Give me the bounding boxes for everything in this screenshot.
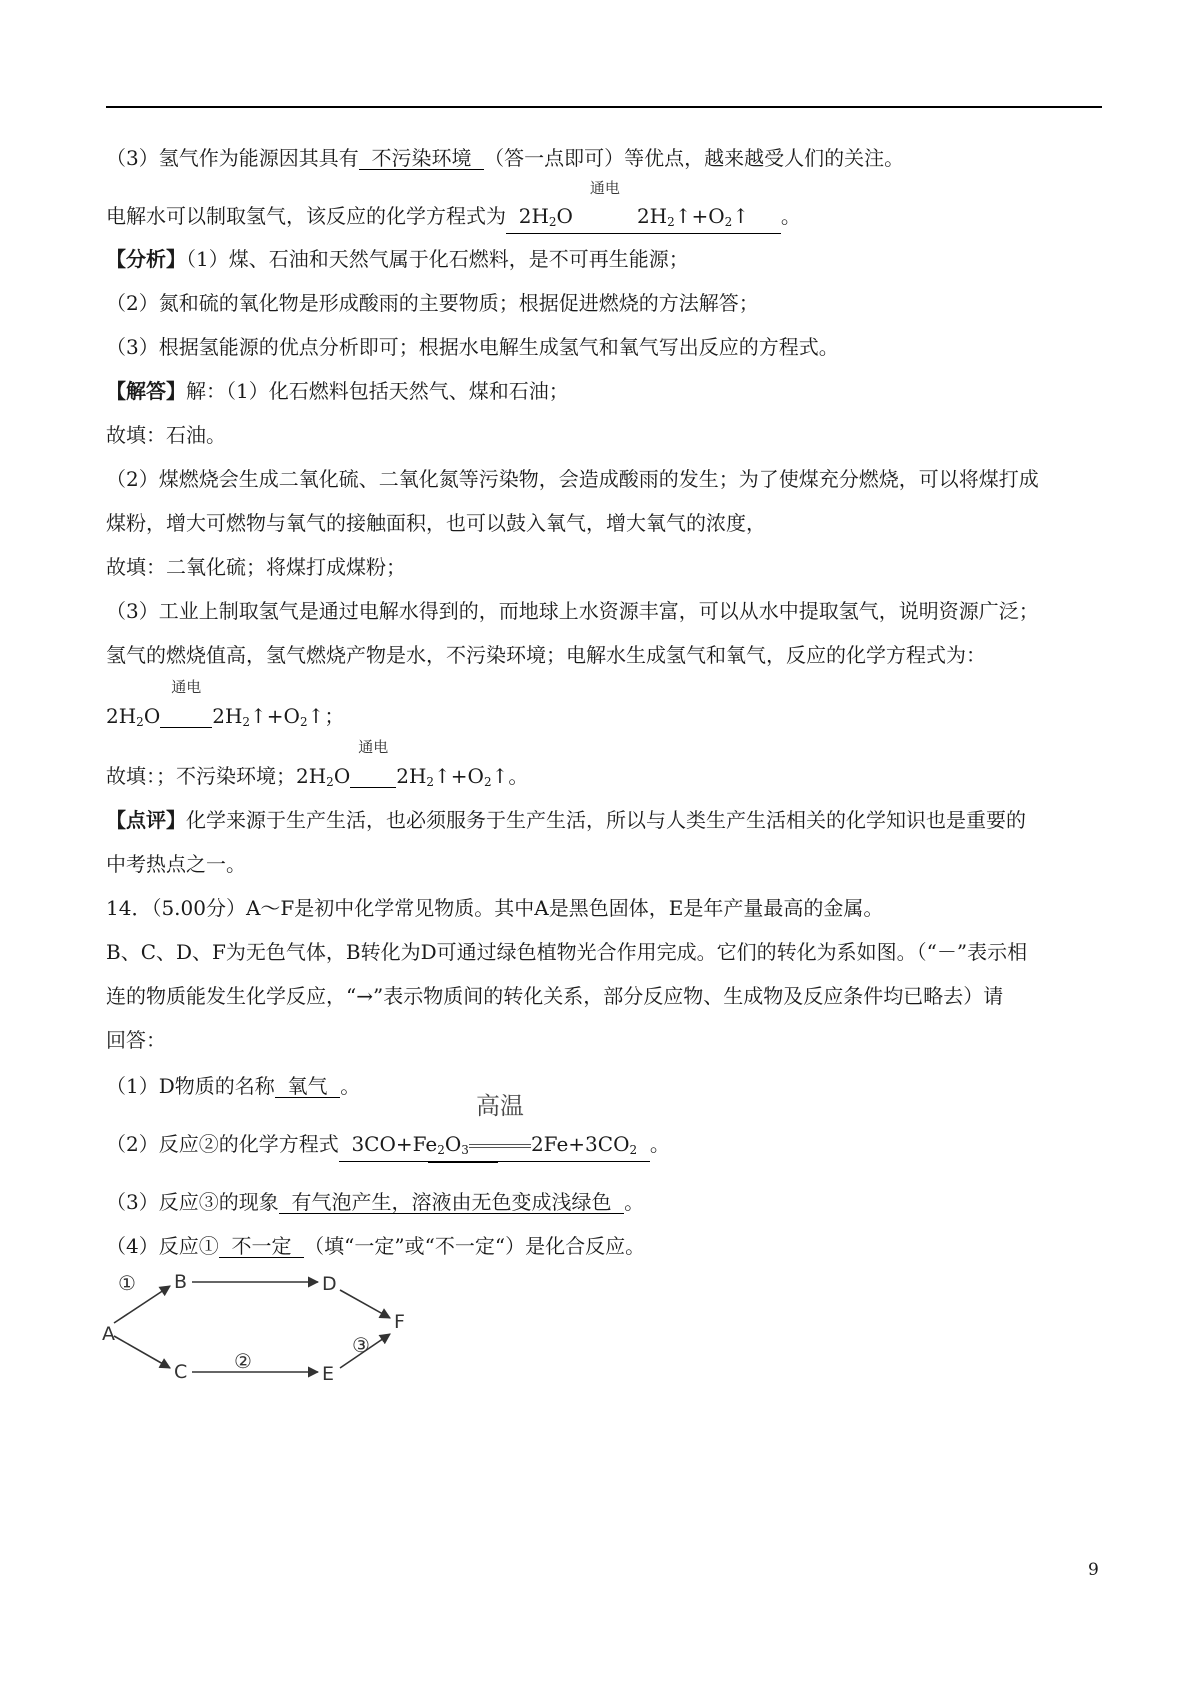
text-line [106,808,1106,832]
answer-blank: 不污染环境 [358,146,485,170]
underline-extension [428,1162,498,1163]
text-line: 故填：；不污染环境；$2H_2O$ 通电 $2H_2↑+O_2↑$。 [106,738,529,789]
equation-line: $2H_2O$ 通电 $2H_2↑+O_2↑$； [106,678,345,729]
text-segment: 化学来源于生产生活，也必须服务于生产生活，所以与人类生产生活相关的化学知识也是重要的 [186,808,1026,832]
text-line: 故填：二氧化硫；将煤打成煤粉； [106,555,406,579]
node-b: B [174,1271,188,1293]
text-line: （3）根据氢能源的优点分析即可；根据水电解生成氢气和氧气写出反应的方程式。 [106,335,839,359]
text-segment: 解：（1）化石燃料包括天然气、煤和石油； [186,379,569,403]
node-f: F [394,1311,405,1333]
arrow-d-f [340,1290,390,1318]
section-tag: 【解答】 [106,379,186,403]
text-line: 氢气的燃烧值高，氢气燃烧产物是水，不污染环境；电解水生成氢气和氧气，反应的化学方程式为： [106,643,986,667]
node-e: E [322,1363,335,1385]
node-c: C [174,1361,188,1383]
section-tag: 【点评】 [106,808,186,832]
reaction-mark-2: ② [234,1349,252,1373]
text-line [106,247,1106,271]
answer-blank: 不一定 [218,1234,305,1258]
text-line [106,179,1106,234]
text-line: 连的物质能发生化学反应，“→”表示物质间的转化关系，部分反应物、生成物及反应条件均已略去）请 [106,984,1004,1008]
arrow-a-c [114,1336,170,1368]
text-line: 回答： [106,1028,166,1052]
node-d: D [322,1273,337,1295]
header-rule [106,106,1102,108]
reaction-mark-1: ① [118,1271,136,1295]
text-line: 煤粉，增大可燃物与氧气的接触面积，也可以鼓入氧气，增大氧气的浓度， [106,511,766,535]
reaction-condition: 高温 [469,1133,531,1155]
text-segment: 。 [340,1074,361,1098]
text-segment: （3）氢气作为能源因其具有 [106,146,359,170]
text-segment: （答一点即可）等优点，越来越受人们的关注。 [484,146,905,170]
text-line: B、C、D、F为无色气体，B转化为D可通过绿色植物光合作用完成。它们的转化为系如图。（“－”表示相 [106,940,1028,964]
section-tag: 【分析】 [106,247,186,271]
text-line: （3）工业上制取氢气是通过电解水得到的，而地球上水资源丰富，可以从水中提取氢气，说明资源广泛； [106,599,1039,623]
text-segment: 电解水可以制取氢气，该反应的化学方程式为 [106,204,506,228]
text-segment: 。 [624,1190,645,1214]
text-segment: 。 [649,1132,670,1156]
text-line [106,1074,1106,1098]
answer-blank: 有气泡产生，溶液由无色变成浅绿色 [278,1190,625,1214]
answer-equation: $3CO+Fe_2O_3$ 高温 $2Fe+3CO_2$ [339,1133,650,1162]
text-line [106,1190,1106,1214]
node-a: A [102,1323,115,1345]
text-segment: （填“一定”或“不一定“）是化合反应。 [304,1234,646,1258]
answer-equation: $2H_2O$ 通电 $2H_2↑+O_2↑$ [506,205,781,234]
reaction-condition: 通电 [589,179,620,197]
text-line [106,146,1106,170]
text-segment: 故填：；不污染环境； [106,764,296,788]
page-number: 9 [1088,1560,1099,1580]
text-segment: 。 [780,204,801,228]
text-line [106,1234,1106,1258]
text-segment: （2）反应②的化学方程式 [106,1132,339,1156]
text-segment: （3）反应③的现象 [106,1190,279,1214]
text-segment: （1）D物质的名称 [106,1074,275,1098]
question-header: 14．（5.00分）A～F是初中化学常见物质。其中A是黑色固体，E是年产量最高的金属。 [106,896,884,920]
reaction-diagram [96,1268,426,1398]
text-line [106,379,1106,403]
text-line: 中考热点之一。 [106,852,246,876]
reaction-condition: 通电 [350,764,396,788]
answer-blank: 氧气 [274,1074,341,1098]
text-line: 故填：石油。 [106,423,226,447]
text-line [106,1092,1106,1162]
reaction-condition: 通电 [160,704,212,728]
text-segment: （1）煤、石油和天然气属于化石燃料，是不可再生能源； [186,247,689,271]
text-segment: （4）反应① [106,1234,219,1258]
text-line: （2）氮和硫的氧化物是形成酸雨的主要物质；根据促进燃烧的方法解答； [106,291,759,315]
text-line: （2）煤燃烧会生成二氧化硫、二氧化氮等污染物，会造成酸雨的发生；为了使煤充分燃烧，可以将煤打成 [106,467,1039,491]
reaction-mark-3: ③ [352,1333,370,1357]
